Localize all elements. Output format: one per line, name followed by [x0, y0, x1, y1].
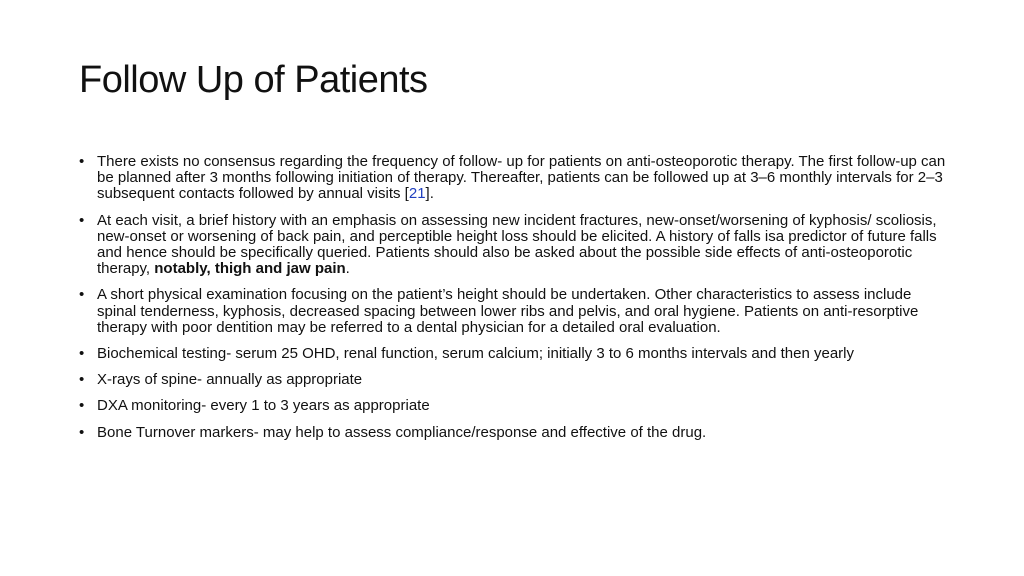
- bullet-item-physical-examination: [79, 287, 949, 336]
- bullet-text: At each visit, a brief history with an emphasis on assessing new incident fractures, new-onset/worsening of kyphosis/ scoliosis, new-onset or worsening of back pain, and perceptible height loss should be elicited. A history of falls isa predictor of future falls and hence should be specifically queried. Patients should also be asked about the possible side effects of anti-osteoporotic therapy,: [97, 211, 937, 278]
- bullet-list: [79, 154, 949, 451]
- bullet-item-each-visit-history: [79, 213, 949, 278]
- bullet-text-suffix: ].: [425, 185, 434, 203]
- bullet-text: There exists no consensus regarding the frequency of follow- up for patients on anti-osteoporotic therapy. The first follow-up can be planned after 3 months following initiation of therapy. Thereafter, patients can be followed up at 3–6 monthly intervals for 2–3 subsequent contacts followed by annual visits [: [97, 153, 946, 203]
- bullet-text: DXA monitoring- every 1 to 3 years as appropriate: [97, 397, 430, 415]
- bullet-text-suffix: .: [345, 260, 350, 278]
- bullet-item-biochemical-testing: [79, 346, 949, 362]
- bullet-marker: •: [79, 371, 85, 389]
- bullet-item-dxa-monitoring: [79, 398, 949, 414]
- bullet-item-spine-xrays: [79, 372, 949, 388]
- bullet-text: Bone Turnover markers- may help to assess compliance/response and effective of the drug.: [97, 423, 707, 441]
- bold-emphasis: notably, thigh and jaw pain: [154, 260, 346, 278]
- slide-title: Follow Up of Patients: [79, 59, 428, 101]
- bullet-marker: •: [79, 397, 85, 415]
- bullet-item-follow-up-frequency: [79, 154, 949, 203]
- bullet-marker: •: [79, 153, 85, 170]
- bullet-marker: •: [79, 345, 85, 363]
- bullet-text: A short physical examination focusing on the patient’s height should be undertaken. Other characteristics to assess include spinal tenderness, kyphosis, decreased spacing between lower ribs and pelvis, and oral hygiene. Patients on anti-resorptive therapy with poor dentition may be referred to a dental physician for a detailed oral evaluation.: [97, 286, 919, 336]
- bullet-item-bone-turnover-markers: [79, 425, 949, 441]
- bullet-marker: •: [79, 286, 85, 304]
- bullet-text: Biochemical testing- serum 25 OHD, renal function, serum calcium; initially 3 to 6 months intervals and then yearly: [97, 345, 854, 363]
- bullet-marker: •: [79, 211, 85, 229]
- reference-citation: 21: [408, 185, 426, 203]
- bullet-marker: •: [79, 423, 85, 441]
- bullet-text: X-rays of spine- annually as appropriate: [97, 371, 363, 389]
